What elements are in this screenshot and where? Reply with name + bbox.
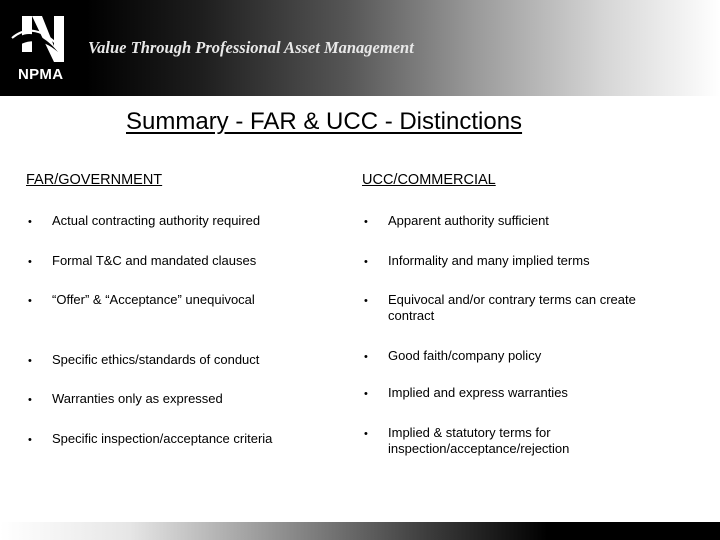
bullet-icon: • xyxy=(28,256,32,268)
bullet-icon: • xyxy=(364,428,368,440)
logo-text: NPMA xyxy=(18,66,64,83)
right-item: Informality and many implied terms xyxy=(388,253,590,268)
slide-title: Summary - FAR & UCC - Distinctions xyxy=(126,108,523,135)
right-item: Implied and express warranties xyxy=(388,385,568,400)
bullet-icon: • xyxy=(364,295,368,307)
left-item: Specific ethics/standards of conduct xyxy=(52,352,260,367)
right-item: Implied & statutory terms for inspection/acceptance/rejection xyxy=(388,425,570,456)
bullet-icon: • xyxy=(364,351,368,363)
right-column-heading: UCC/COMMERCIAL xyxy=(362,172,496,188)
tagline: Value Through Professional Asset Management xyxy=(88,38,414,57)
bullet-icon: • xyxy=(364,216,368,228)
bullet-icon: • xyxy=(364,388,368,400)
right-item: Good faith/company policy xyxy=(388,348,542,363)
bullet-icon: • xyxy=(28,355,32,367)
right-item: Equivocal and/or contrary terms can create contract xyxy=(388,292,636,323)
bullet-icon: • xyxy=(28,295,32,307)
bullet-icon: • xyxy=(28,434,32,446)
bullet-icon: • xyxy=(28,216,32,228)
bullet-icon: • xyxy=(364,256,368,268)
footer-bar xyxy=(0,522,720,540)
right-item: Apparent authority sufficient xyxy=(388,213,549,228)
left-item: Specific inspection/acceptance criteria xyxy=(52,431,273,446)
header-banner xyxy=(0,0,720,96)
left-item: “Offer” & “Acceptance” unequivocal xyxy=(52,292,255,307)
left-item: Actual contracting authority required xyxy=(52,213,261,228)
bullet-icon: • xyxy=(28,394,32,406)
left-column-heading: FAR/GOVERNMENT xyxy=(26,172,163,188)
left-item: Warranties only as expressed xyxy=(52,391,223,406)
left-item: Formal T&C and mandated clauses xyxy=(52,253,257,268)
